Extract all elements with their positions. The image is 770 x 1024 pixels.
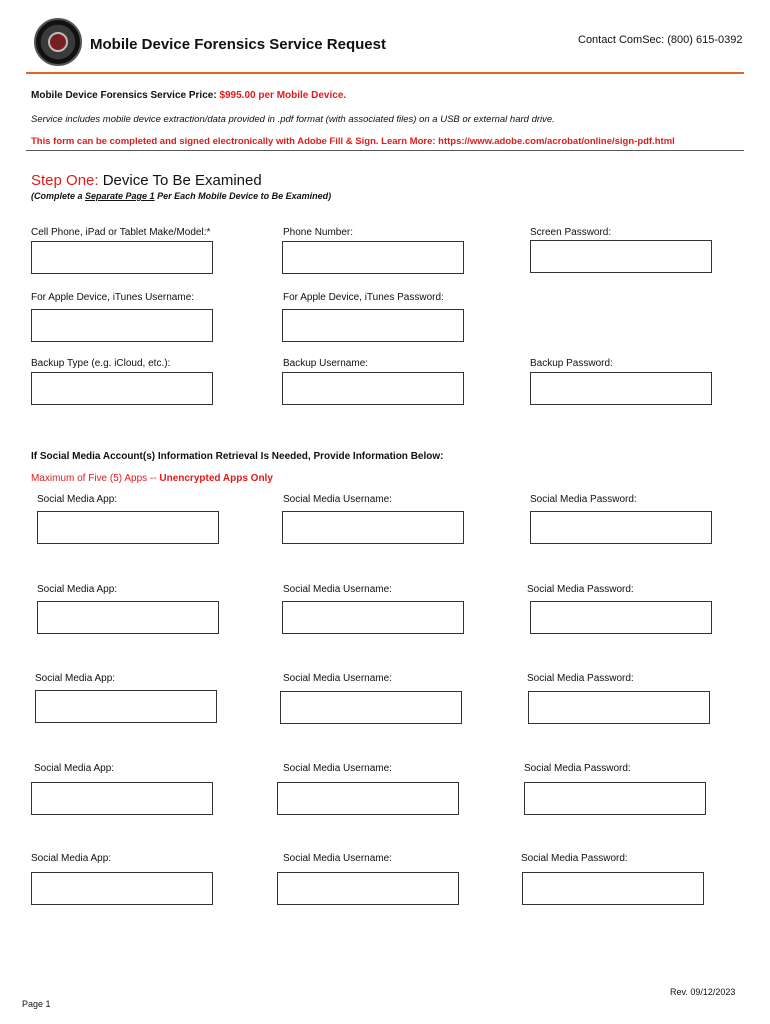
social-password-label-3: Social Media Password:	[527, 673, 634, 684]
social-app-input-5[interactable]	[31, 872, 213, 905]
social-note-prefix: Maximum of Five (5) Apps --	[31, 473, 160, 484]
step-one-title: Device To Be Examined	[98, 172, 262, 189]
social-app-input-3[interactable]	[35, 690, 217, 723]
make-model-input[interactable]	[31, 241, 213, 274]
social-username-input-4[interactable]	[277, 782, 459, 815]
social-password-label-4: Social Media Password:	[524, 763, 631, 774]
social-password-label-2: Social Media Password:	[527, 584, 634, 595]
social-password-input-3[interactable]	[528, 691, 710, 724]
social-password-input-4[interactable]	[524, 782, 706, 815]
social-password-input-2[interactable]	[530, 601, 712, 634]
adobe-note: This form can be completed and signed electronically with Adobe Fill & Sign. Learn More: https://www.adobe.com/acrobat/online/sign-pdf.html	[31, 136, 675, 147]
social-password-label-5: Social Media Password:	[521, 853, 628, 864]
social-username-label-4: Social Media Username:	[283, 763, 392, 774]
service-note: Service includes mobile device extraction/data provided in .pdf format (with associated files) on a USB or external hard drive.	[31, 114, 555, 125]
step-one-heading	[31, 172, 262, 189]
make-model-label: Cell Phone, iPad or Tablet Make/Model:*	[31, 227, 211, 238]
itunes-password-input[interactable]	[282, 309, 464, 342]
price-value: $995.00 per Mobile Device.	[219, 90, 347, 101]
social-heading: If Social Media Account(s) Information Retrieval Is Needed, Provide Information Below:	[31, 451, 444, 462]
price-label: Mobile Device Forensics Service Price:	[31, 90, 220, 101]
itunes-password-label: For Apple Device, iTunes Password:	[283, 292, 444, 303]
revision-date: Rev. 09/12/2023	[670, 987, 736, 997]
social-username-label-3: Social Media Username:	[283, 673, 392, 684]
step-one-prefix: Step One:	[31, 172, 99, 189]
header-divider	[26, 72, 744, 74]
contact-info: Contact ComSec: (800) 615-0392	[578, 34, 743, 46]
step-sub-after: Per Each Mobile Device to Be Examined)	[154, 191, 332, 201]
social-password-input-5[interactable]	[522, 872, 704, 905]
phone-number-label: Phone Number:	[283, 227, 354, 238]
backup-type-label: Backup Type (e.g. iCloud, etc.):	[31, 358, 171, 369]
social-password-input-1[interactable]	[530, 511, 712, 544]
social-app-input-2[interactable]	[37, 601, 219, 634]
social-app-label-3: Social Media App:	[35, 673, 116, 684]
backup-password-input[interactable]	[530, 372, 712, 405]
screen-password-label: Screen Password:	[530, 227, 612, 238]
step-one-subtitle	[31, 191, 331, 201]
phone-number-input[interactable]	[282, 241, 464, 274]
step-sub-before: (Complete a	[31, 191, 86, 201]
social-username-input-3[interactable]	[280, 691, 462, 724]
backup-password-label: Backup Password:	[530, 358, 613, 369]
social-username-label-5: Social Media Username:	[283, 853, 392, 864]
page-number: Page 1	[22, 999, 51, 1009]
social-username-input-1[interactable]	[282, 511, 464, 544]
social-username-label-1: Social Media Username:	[283, 494, 392, 505]
page-title: Mobile Device Forensics Service Request	[90, 36, 386, 53]
itunes-username-input[interactable]	[31, 309, 213, 342]
social-app-label-2: Social Media App:	[37, 584, 118, 595]
social-username-label-2: Social Media Username:	[283, 584, 392, 595]
backup-type-input[interactable]	[31, 372, 213, 405]
comsec-logo	[34, 18, 82, 66]
step-sub-underlined: Separate Page 1	[85, 191, 155, 201]
backup-username-input[interactable]	[282, 372, 464, 405]
social-password-label-1: Social Media Password:	[530, 494, 637, 505]
itunes-username-label: For Apple Device, iTunes Username:	[31, 292, 195, 303]
screen-password-input[interactable]	[530, 240, 712, 273]
social-app-label-4: Social Media App:	[34, 763, 115, 774]
social-note	[31, 473, 273, 484]
backup-username-label: Backup Username:	[283, 358, 369, 369]
section-divider	[26, 150, 744, 151]
service-price	[31, 90, 346, 101]
social-username-input-2[interactable]	[282, 601, 464, 634]
social-app-label-1: Social Media App:	[37, 494, 118, 505]
social-app-input-4[interactable]	[31, 782, 213, 815]
social-app-label-5: Social Media App:	[31, 853, 112, 864]
social-app-input-1[interactable]	[37, 511, 219, 544]
social-note-bold: Unencrypted Apps Only	[159, 473, 273, 484]
social-username-input-5[interactable]	[277, 872, 459, 905]
